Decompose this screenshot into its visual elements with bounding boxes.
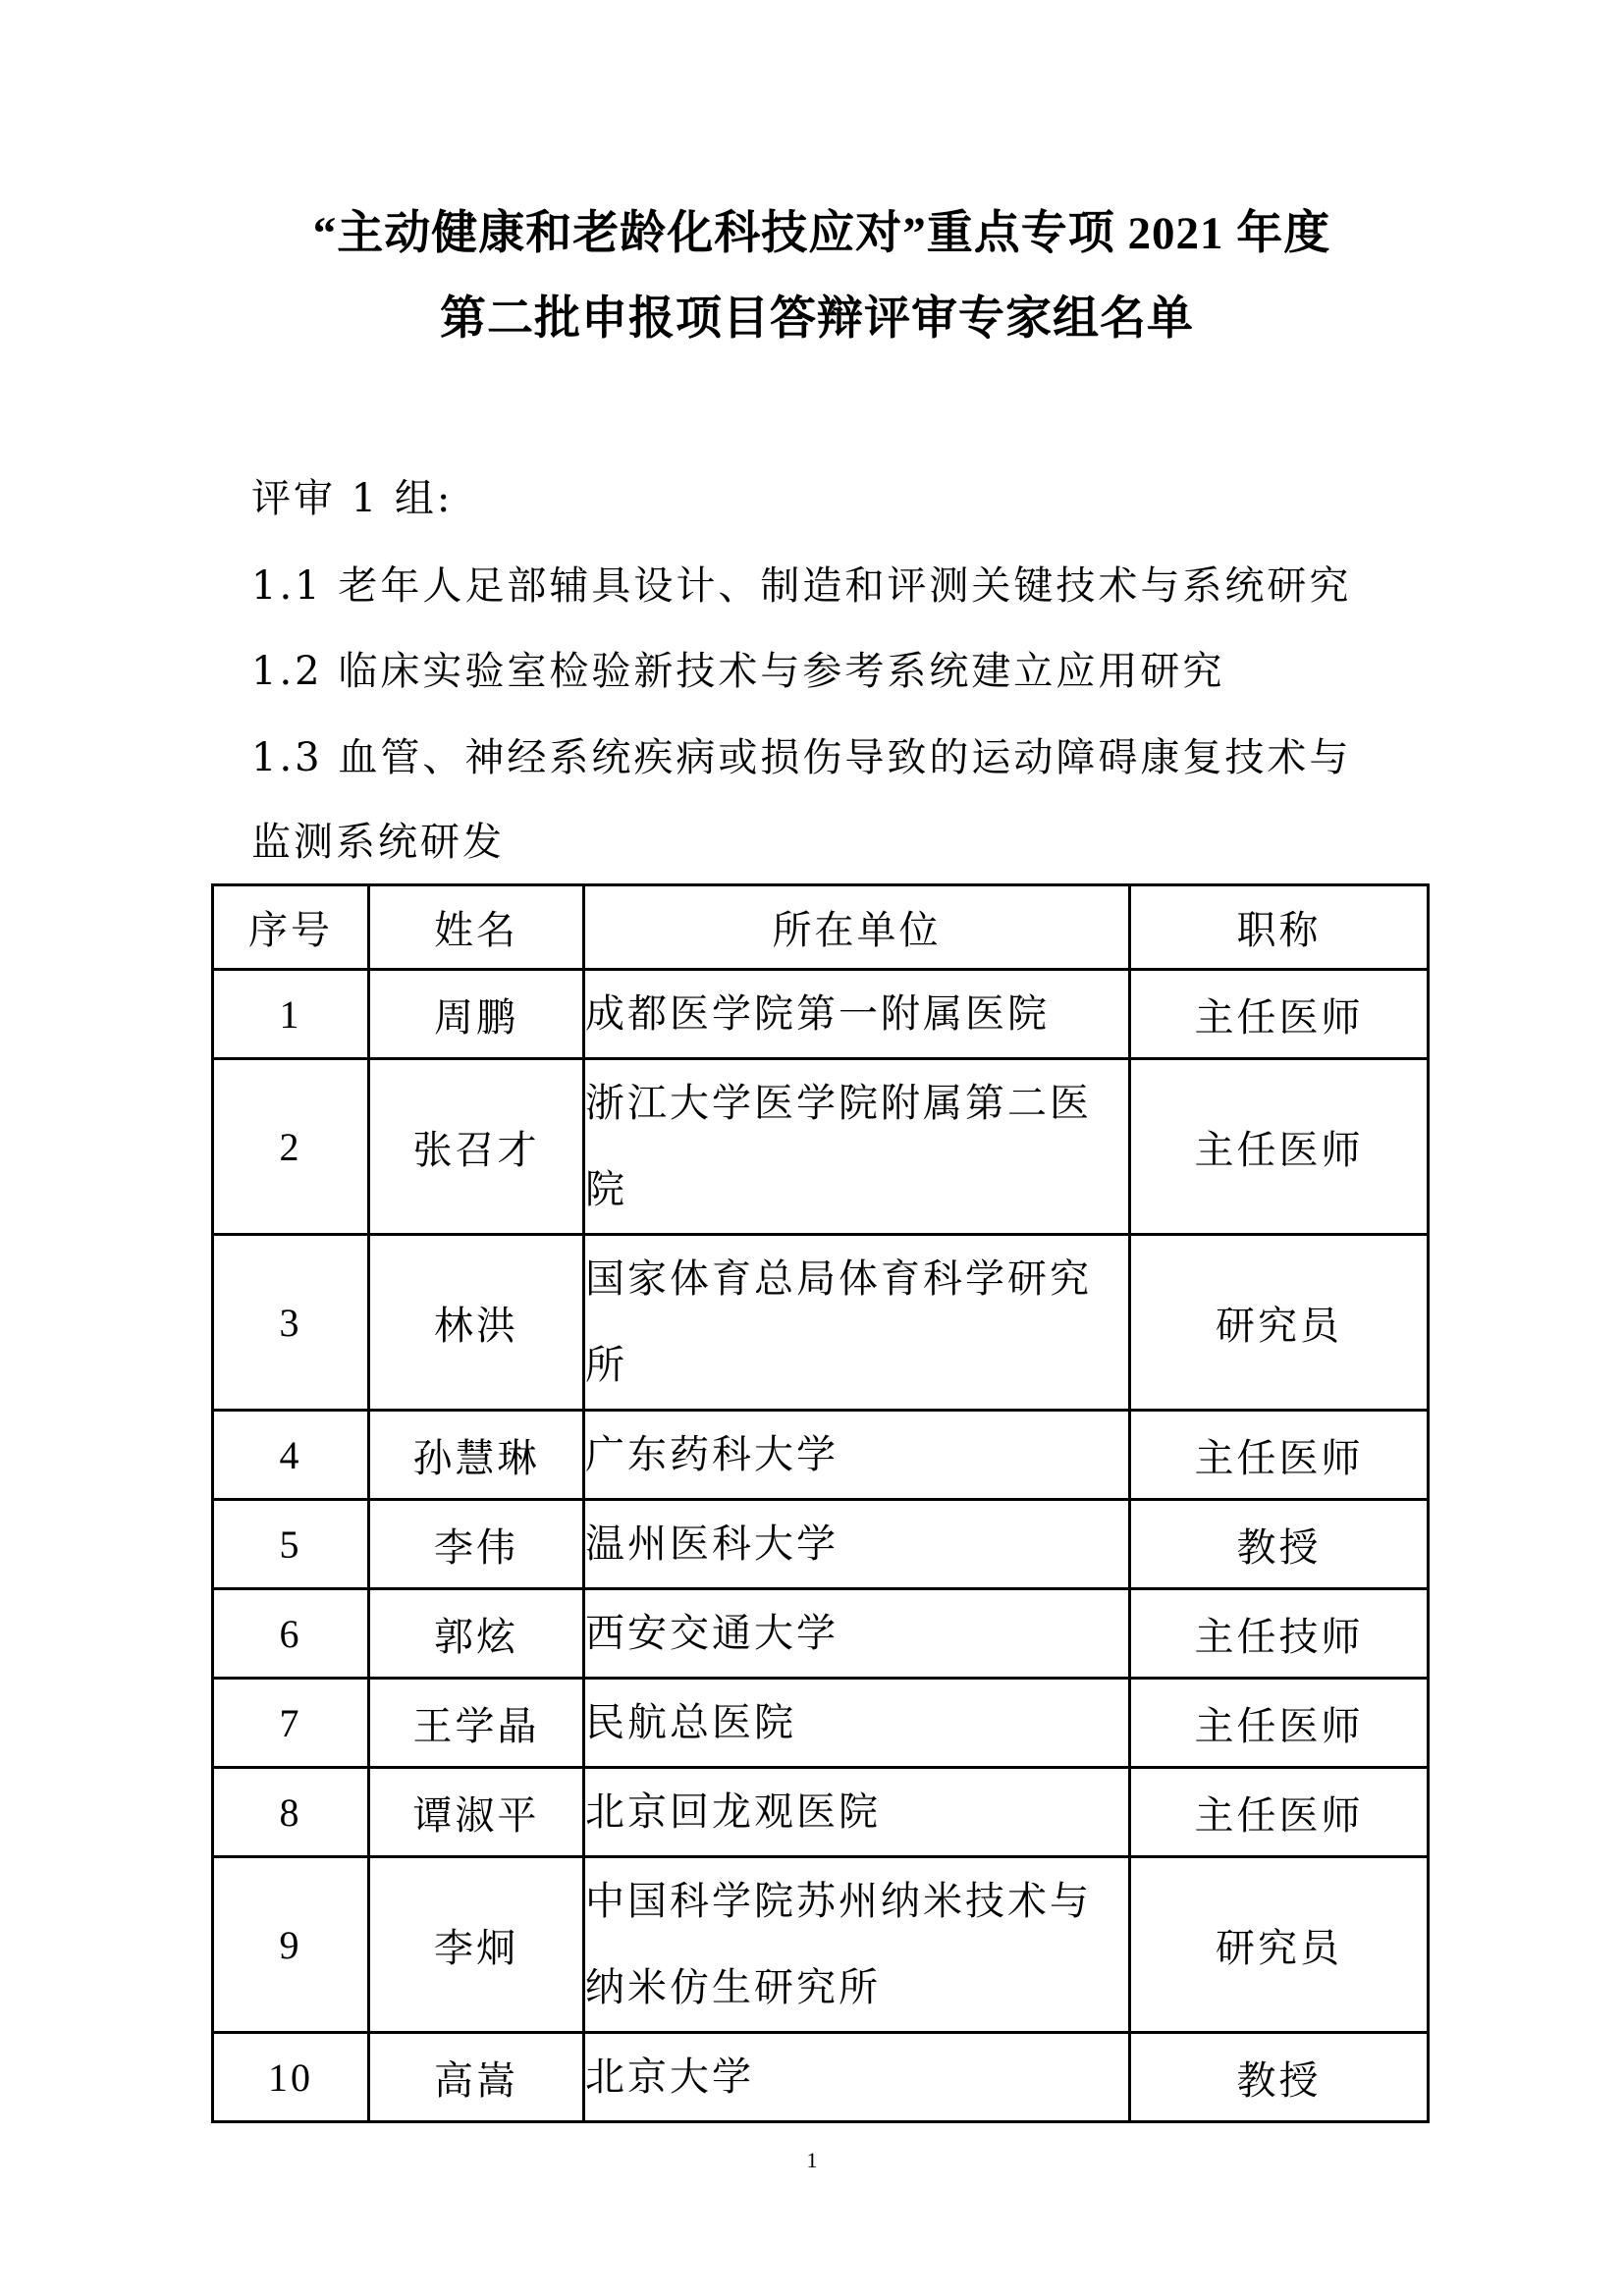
cell-name: 郭炫 [369,1589,584,1679]
cell-name: 张召才 [369,1059,584,1235]
cell-unit: 西安交通大学 [584,1589,1130,1679]
cell-title: 研究员 [1130,1235,1429,1411]
document-title-line-2: 第二批申报项目答辩评审专家组名单 [440,294,1194,345]
cell-serial-number: 2 [213,1059,369,1235]
cell-serial-number: 9 [213,1857,369,2033]
cell-unit: 北京大学 [584,2033,1130,2122]
table-row [213,1768,1429,1857]
cell-name: 周鹏 [369,970,584,1059]
cell-unit: 浙江大学医学院附属第二医院 [584,1059,1130,1235]
cell-name: 李炯 [369,1857,584,2033]
cell-title: 主任医师 [1130,1411,1429,1500]
cell-serial-number: 1 [213,970,369,1059]
table-row [213,1500,1429,1589]
cell-serial-number: 4 [213,1411,369,1500]
cell-title: 教授 [1130,1500,1429,1589]
topic-1-1: 1.1 老年人足部辅具设计、制造和评测关键技术与系统研究 [251,563,1352,609]
topic-1-2: 1.2 临床实验室检验新技术与参考系统建立应用研究 [251,649,1225,694]
header-title: 职称 [1130,885,1429,970]
table-header-row [213,885,1429,970]
cell-title: 主任医师 [1130,1059,1429,1235]
header-unit: 所在单位 [584,885,1130,970]
group-label: 评审 1 组: [251,476,454,521]
topic-1-3: 1.3 血管、神经系统疾病或损伤导致的运动障碍康复技术与 [251,735,1352,780]
header-name: 姓名 [369,885,584,970]
table-row [213,1857,1429,2033]
cell-serial-number: 7 [213,1679,369,1768]
cell-unit: 广东药科大学 [584,1411,1130,1500]
cell-unit: 成都医学院第一附属医院 [584,970,1130,1059]
page-number: 1 [806,2148,818,2172]
cell-unit: 民航总医院 [584,1679,1130,1768]
table-row [213,1411,1429,1500]
cell-serial-number: 6 [213,1589,369,1679]
table-row [213,1679,1429,1768]
header-serial-number: 序号 [213,885,369,970]
cell-title: 教授 [1130,2033,1429,2122]
cell-name: 孙慧琳 [369,1411,584,1500]
cell-title: 主任医师 [1130,1679,1429,1768]
cell-title: 主任技师 [1130,1589,1429,1679]
cell-name: 高嵩 [369,2033,584,2122]
table-row [213,2033,1429,2122]
table-row [213,1235,1429,1411]
cell-serial-number: 3 [213,1235,369,1411]
table-row [213,1059,1429,1235]
topic-1-3-continued: 监测系统研发 [251,820,505,865]
cell-unit: 中国科学院苏州纳米技术与纳米仿生研究所 [584,1857,1130,2033]
cell-serial-number: 10 [213,2033,369,2122]
cell-title: 研究员 [1130,1857,1429,2033]
cell-name: 李伟 [369,1500,584,1589]
cell-unit: 北京回龙观医院 [584,1768,1130,1857]
cell-name: 林洪 [369,1235,584,1411]
cell-title: 主任医师 [1130,1768,1429,1857]
table-row [213,970,1429,1059]
cell-serial-number: 5 [213,1500,369,1589]
document-title-line-1: “主动健康和老龄化科技应对”重点专项 2021 年度 [312,208,1331,259]
table-row [213,1589,1429,1679]
cell-unit: 国家体育总局体育科学研究所 [584,1235,1130,1411]
expert-table [211,883,1430,2123]
cell-serial-number: 8 [213,1768,369,1857]
cell-name: 王学晶 [369,1679,584,1768]
cell-unit: 温州医科大学 [584,1500,1130,1589]
cell-title: 主任医师 [1130,970,1429,1059]
cell-name: 谭淑平 [369,1768,584,1857]
